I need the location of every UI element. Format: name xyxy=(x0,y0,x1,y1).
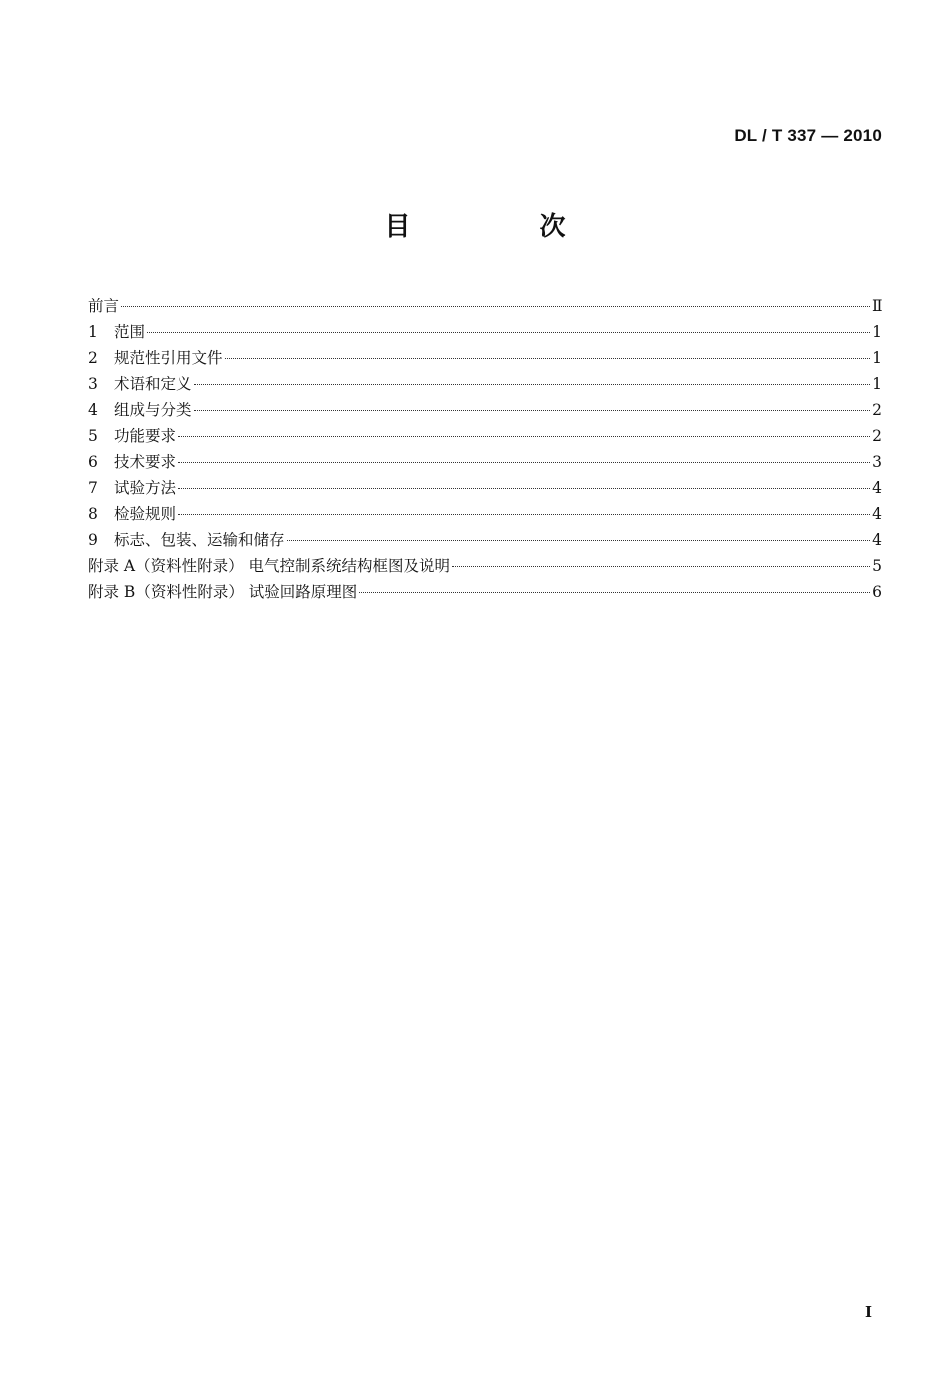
toc-label: 前言 xyxy=(88,297,120,315)
dot-leader xyxy=(359,592,870,593)
standard-code: DL / T 337 — 2010 xyxy=(734,126,882,145)
toc-number: 5 xyxy=(88,427,98,445)
page-number: I xyxy=(864,1303,872,1321)
toc-entry-foreword[interactable] xyxy=(88,294,882,320)
toc-page: 4 xyxy=(872,505,882,523)
toc-label: 试验方法 xyxy=(114,479,177,497)
dot-leader xyxy=(121,306,870,307)
toc-number: 8 xyxy=(88,505,98,523)
toc-entry-3[interactable] xyxy=(88,372,882,398)
toc-entry-7[interactable] xyxy=(88,476,882,502)
toc-entry-8[interactable] xyxy=(88,502,882,528)
dot-leader xyxy=(178,488,870,489)
toc-page: 2 xyxy=(872,401,882,419)
toc-label: 范围 xyxy=(114,323,146,341)
toc-label: 功能要求 xyxy=(114,427,177,445)
toc-entry-appendix-a[interactable] xyxy=(88,554,882,580)
toc-label: 检验规则 xyxy=(114,505,177,523)
toc-number: 2 xyxy=(88,349,98,367)
toc-label: 附录 A（资料性附录） 电气控制系统结构框图及说明 xyxy=(88,557,451,575)
dot-leader xyxy=(178,514,870,515)
toc-number: 7 xyxy=(88,479,98,497)
toc-page: 4 xyxy=(872,531,882,549)
toc-page: Ⅱ xyxy=(872,297,883,315)
dot-leader xyxy=(178,462,870,463)
toc-label: 标志、包装、运输和储存 xyxy=(114,531,285,549)
toc-page: 2 xyxy=(872,427,882,445)
toc-entry-appendix-b[interactable] xyxy=(88,580,882,606)
toc-entry-1[interactable] xyxy=(88,320,882,346)
toc-number: 6 xyxy=(88,453,98,471)
dot-leader xyxy=(225,358,870,359)
toc-number: 9 xyxy=(88,531,98,549)
toc-entry-2[interactable] xyxy=(88,346,882,372)
toc-entry-9[interactable] xyxy=(88,528,882,554)
dot-leader xyxy=(194,410,870,411)
toc-entry-4[interactable] xyxy=(88,398,882,424)
toc-page: 5 xyxy=(872,557,882,575)
dot-leader xyxy=(178,436,870,437)
toc-label: 技术要求 xyxy=(114,453,177,471)
toc-page: 1 xyxy=(872,349,882,367)
toc-page: 6 xyxy=(872,583,882,601)
page-title: 目 次 xyxy=(384,212,626,242)
toc-number: 1 xyxy=(88,323,98,341)
toc-entry-6[interactable] xyxy=(88,450,882,476)
toc-label: 术语和定义 xyxy=(114,375,192,393)
toc-page: 3 xyxy=(872,453,882,471)
toc-label: 组成与分类 xyxy=(114,401,192,419)
toc-label: 规范性引用文件 xyxy=(114,349,223,367)
toc-number: 4 xyxy=(88,401,98,419)
dot-leader xyxy=(147,332,870,333)
toc-entry-5[interactable] xyxy=(88,424,882,450)
toc-page: 4 xyxy=(872,479,882,497)
toc-number: 3 xyxy=(88,375,98,393)
dot-leader xyxy=(194,384,870,385)
dot-leader xyxy=(287,540,870,541)
toc-page: 1 xyxy=(872,323,882,341)
toc-label: 附录 B（资料性附录） 试验回路原理图 xyxy=(88,583,358,601)
table-of-contents xyxy=(88,294,882,606)
toc-page: 1 xyxy=(872,375,882,393)
dot-leader xyxy=(452,566,870,567)
